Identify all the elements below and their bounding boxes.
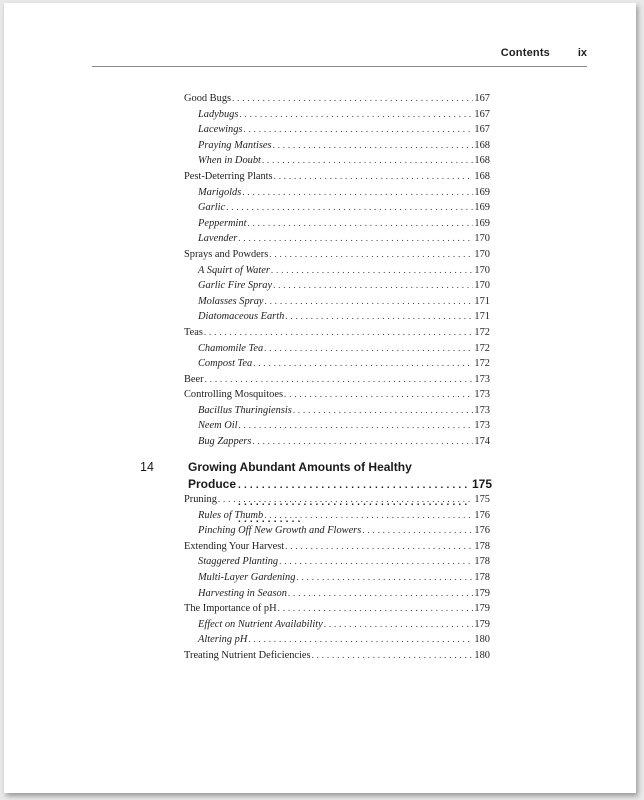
- toc-entry-title: Harvesting in Season: [198, 587, 287, 599]
- toc-entry-page: 170: [474, 233, 490, 245]
- toc-entry-page: 171: [474, 295, 490, 307]
- toc-subentry: [184, 356, 490, 372]
- toc-entry-title: Beer: [184, 373, 204, 385]
- toc-entry-title: Treating Nutrient Deficiencies: [184, 649, 311, 661]
- toc-entry-page: 180: [474, 634, 490, 646]
- leader-dots: [238, 231, 473, 247]
- leader-dots: [288, 586, 474, 602]
- toc-subentry: [184, 570, 490, 586]
- toc-section-after: [184, 492, 490, 664]
- toc-entry-title: Bug Zappers: [198, 436, 252, 448]
- toc-subentry: [184, 341, 490, 357]
- toc-entry-page: 179: [474, 618, 490, 630]
- running-header-page-number: ix: [577, 47, 587, 59]
- toc-subentry: [184, 294, 490, 310]
- toc-entry-page: 167: [474, 124, 490, 136]
- leader-dots: [269, 247, 473, 263]
- toc-subentry: [184, 434, 490, 450]
- toc-entry-page: 172: [474, 358, 490, 370]
- toc-subentry: [184, 200, 490, 216]
- leader-dots: [324, 617, 474, 633]
- toc-entry-title: Garlic Fire Spray: [198, 280, 273, 292]
- toc-entry-page: 173: [474, 420, 490, 432]
- toc-entry-page: 173: [474, 389, 490, 401]
- toc-entry-title: Good Bugs: [184, 93, 232, 104]
- leader-dots: [247, 216, 473, 232]
- toc-entry-title: Pest-Deterring Plants: [184, 170, 273, 182]
- leader-dots: [271, 263, 474, 279]
- toc-entry-page: 170: [474, 280, 490, 292]
- leader-dots: [279, 554, 473, 570]
- toc-entry-page: 178: [474, 571, 490, 583]
- toc-entry: [184, 601, 490, 617]
- toc-entry-page: 173: [474, 373, 490, 385]
- leader-dots: [284, 387, 473, 403]
- leader-dots: [226, 200, 473, 216]
- toc-entry-page: 170: [474, 264, 490, 276]
- leader-dots: [296, 570, 473, 586]
- toc-entry-page: 167: [474, 108, 490, 120]
- toc-entry-title: Rules of Thumb: [198, 509, 264, 521]
- chapter-title-line1: Growing Abundant Amounts of Healthy: [188, 460, 412, 474]
- toc-entry-page: 172: [474, 326, 490, 338]
- leader-dots: [293, 403, 474, 419]
- toc-entry-page: 171: [474, 311, 490, 323]
- toc-entry-title: Marigolds: [198, 186, 242, 198]
- toc-entry-page: 178: [474, 540, 490, 552]
- leader-dots: [285, 539, 473, 555]
- toc-entry-page: 172: [474, 342, 490, 354]
- leader-dots: [252, 434, 473, 450]
- leader-dots: [205, 372, 474, 388]
- toc-entry-page: 174: [474, 436, 490, 448]
- toc-entry-page: 168: [474, 155, 490, 167]
- toc-subentry: [184, 263, 490, 279]
- toc-subentry: [184, 216, 490, 232]
- toc-entry-title: Pruning: [184, 494, 217, 505]
- toc-entry-title: Bacillus Thuringiensis: [198, 404, 292, 416]
- leader-dots: [285, 309, 473, 325]
- toc-entry-title: Extending Your Harvest: [184, 540, 285, 552]
- toc-entry-title: The Importance of pH: [184, 603, 277, 615]
- toc-subentry: [184, 138, 490, 154]
- leader-dots: [218, 492, 473, 508]
- toc-subentry: [184, 185, 490, 201]
- toc-entry-title: When in Doubt: [198, 155, 261, 167]
- toc-entry: [184, 247, 490, 263]
- toc-entry: [184, 492, 490, 508]
- toc-subentry: [184, 278, 490, 294]
- toc-entry-page: 169: [474, 186, 490, 198]
- leader-dots: [239, 418, 474, 434]
- toc-entry: [184, 372, 490, 388]
- chapter-number: 14: [140, 460, 154, 474]
- toc-entry-page: 176: [474, 525, 490, 537]
- toc-entry-title: Effect on Nutrient Availability: [198, 618, 323, 630]
- toc-entry-title: Multi-Layer Gardening: [198, 571, 296, 583]
- leader-dots: [264, 508, 473, 524]
- leader-dots: [278, 601, 474, 617]
- running-header-title: Contents: [500, 47, 550, 59]
- chapter-title-text: Produce: [188, 477, 237, 491]
- toc-entry: [184, 169, 490, 185]
- toc-subentry: [184, 632, 490, 648]
- toc-entry-title: Neem Oil: [198, 420, 238, 432]
- leader-dots: [273, 138, 474, 154]
- toc-subentry: [184, 309, 490, 325]
- toc-entry-title: Teas: [184, 326, 203, 338]
- toc-entry-page: 167: [474, 93, 490, 104]
- toc-subentry: [184, 508, 490, 524]
- leader-dots: [362, 523, 473, 539]
- toc-entry-page: 178: [474, 556, 490, 568]
- toc-entry-page: 180: [474, 649, 490, 661]
- header-divider: [92, 66, 587, 67]
- toc-entry: [184, 387, 490, 403]
- toc-entry-page: 169: [474, 202, 490, 214]
- toc-subentry: [184, 231, 490, 247]
- toc-entry: [184, 539, 490, 555]
- toc-entry-title: Controlling Mosquitoes: [184, 389, 284, 401]
- toc-entry-title: Molasses Spray: [198, 295, 264, 307]
- leader-dots: [253, 356, 473, 372]
- toc-subentry: [184, 107, 490, 123]
- toc-subentry: [184, 523, 490, 539]
- toc-subentry: [184, 617, 490, 633]
- toc-entry-title: Praying Mantises: [198, 139, 272, 151]
- leader-dots: [243, 122, 473, 138]
- leader-dots: [265, 294, 474, 310]
- toc-entry: [184, 91, 490, 107]
- leader-dots: [239, 107, 473, 123]
- toc-entry-title: A Squirt of Water: [198, 264, 270, 276]
- toc-subentry: [184, 586, 490, 602]
- leader-dots: [232, 91, 473, 107]
- toc-entry-title: Chamomile Tea: [198, 342, 264, 354]
- toc-entry-title: Lacewings: [198, 124, 243, 136]
- toc-entry-title: Lavender: [198, 233, 238, 245]
- leader-dots: [312, 648, 474, 664]
- leader-dots: [248, 632, 473, 648]
- leader-dots: [273, 278, 473, 294]
- leader-dots: [264, 341, 473, 357]
- toc-entry-page: 175: [474, 494, 490, 505]
- toc-entry-title: Ladybugs: [198, 108, 239, 120]
- toc-entry-page: 179: [474, 603, 490, 615]
- toc-entry-page: 176: [474, 509, 490, 521]
- toc-entry-page: 173: [474, 404, 490, 416]
- toc-entry: [184, 648, 490, 664]
- toc-subentry: [184, 153, 490, 169]
- leader-dots: [262, 153, 473, 169]
- toc-entry-title: Altering pH: [198, 634, 248, 646]
- toc-subentry: [184, 122, 490, 138]
- toc-section-before: [184, 91, 490, 450]
- toc-entry-page: 169: [474, 217, 490, 229]
- book-page: [4, 3, 636, 793]
- toc-entry-title: Compost Tea: [198, 358, 253, 370]
- toc-entry-page: 170: [474, 248, 490, 260]
- leader-dots: [242, 185, 473, 201]
- toc-entry-title: Sprays and Powders: [184, 248, 269, 260]
- chapter-page-number: 175: [471, 477, 492, 491]
- toc-subentry: [184, 403, 490, 419]
- toc-entry-page: 179: [474, 587, 490, 599]
- toc-subentry: [184, 418, 490, 434]
- toc-entry-title: Diatomaceous Earth: [198, 311, 285, 323]
- toc-entry-title: Staggered Planting: [198, 556, 279, 568]
- toc-entry-page: 168: [474, 170, 490, 182]
- toc-subentry: [184, 554, 490, 570]
- toc-entry-title: Garlic: [198, 202, 226, 214]
- toc-entry-page: 168: [474, 139, 490, 151]
- leader-dots: [204, 325, 474, 341]
- toc-entry-title: Peppermint: [198, 217, 247, 229]
- leader-dots: [274, 169, 474, 185]
- toc-entry-title: Pinching Off New Growth and Flowers: [198, 525, 362, 537]
- toc-entry: [184, 325, 490, 341]
